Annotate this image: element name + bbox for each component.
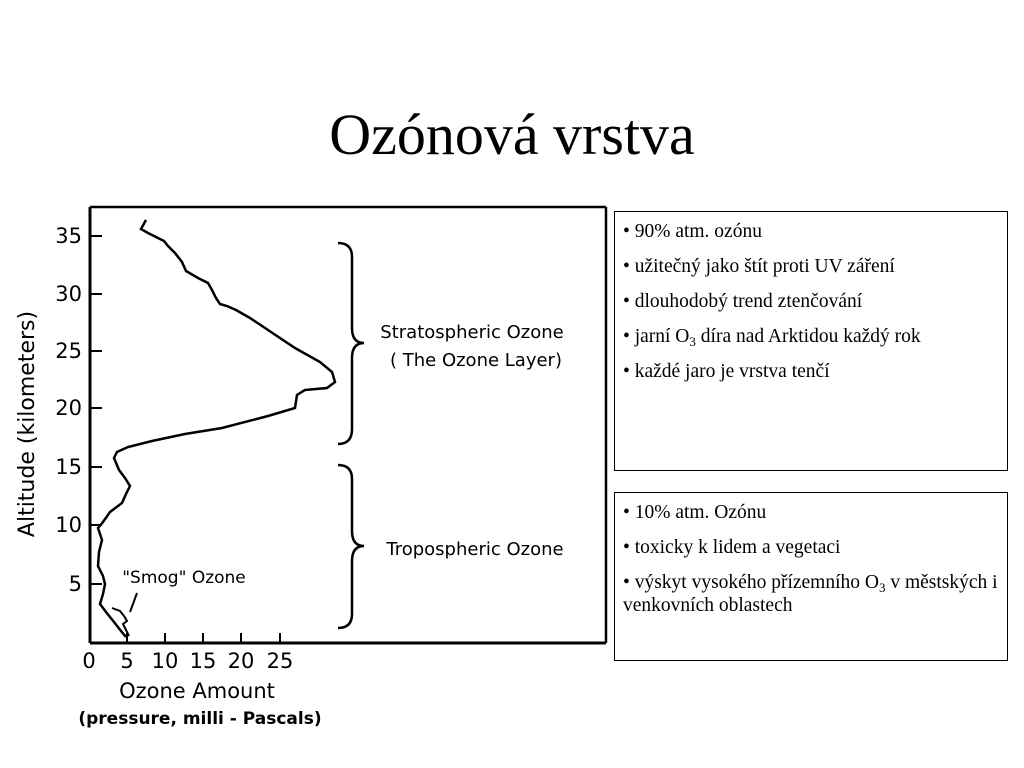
smog-ozone-label: "Smog" Ozone	[122, 568, 246, 588]
ozone-layer-label: ( The Ozone Layer)	[390, 350, 562, 371]
x-tick-15: 15	[189, 649, 217, 673]
y-tick-10: 10	[55, 513, 82, 537]
x-tick-25: 25	[266, 649, 294, 673]
x-axis-label: Ozone Amount	[119, 679, 275, 703]
x-tick-10: 10	[151, 649, 179, 673]
strat-item-4-pre: • jarní O	[623, 326, 690, 347]
y-tick-5: 5	[68, 572, 82, 596]
tropospheric-ozone-label: Tropospheric Ozone	[386, 539, 564, 560]
stratospheric-brace	[338, 243, 364, 444]
tropospheric-info-box	[614, 492, 1008, 661]
trop-item-1: • 10% atm. Ozónu	[623, 502, 767, 523]
stratospheric-info-box	[614, 211, 1008, 471]
y-tick-30: 30	[55, 282, 82, 306]
y-tick-20: 20	[55, 396, 82, 420]
y-tick-15: 15	[55, 455, 82, 479]
y-tick-25: 25	[55, 339, 82, 363]
y-axis-label: Altitude (kilometers)	[15, 310, 40, 538]
trop-item-3-pre: • výskyt vysokého přízemního O	[623, 572, 879, 593]
trop-item-3	[623, 571, 1000, 617]
x-tick-5: 5	[120, 649, 134, 673]
tropospheric-brace	[338, 465, 364, 628]
strat-item-1: • 90% atm. ozónu	[623, 221, 762, 242]
strat-item-4-post: díra nad Arktidou každý rok	[695, 326, 921, 347]
strat-item-4	[623, 325, 1000, 348]
y-tick-labels	[55, 224, 82, 596]
strat-item-2: • užitečný jako štít proti UV záření	[623, 256, 895, 277]
trop-item-2: • toxicky k lidem a vegetaci	[623, 537, 841, 558]
smog-pointer-line	[130, 593, 137, 612]
ozone-profile-figure	[0, 200, 612, 740]
strat-item-5: • každé jaro je vrstva tenčí	[623, 361, 830, 382]
x-tick-0: 0	[82, 649, 96, 673]
trop-item-3-sub: 3	[878, 580, 886, 595]
x-tick-labels	[82, 649, 293, 673]
stratospheric-ozone-label: Stratospheric Ozone	[380, 322, 564, 343]
x-axis-sublabel: (pressure, milli - Pascals)	[78, 709, 322, 729]
slide-title: Ozónová vrstva	[329, 102, 695, 167]
strat-item-4-sub: 3	[689, 334, 696, 349]
y-tick-35: 35	[55, 224, 82, 248]
x-tick-20: 20	[227, 649, 255, 673]
strat-item-3: • dlouhodobý trend ztenčování	[623, 291, 863, 312]
trop-item-3-post: v městských i venkovních oblastech	[623, 572, 998, 616]
